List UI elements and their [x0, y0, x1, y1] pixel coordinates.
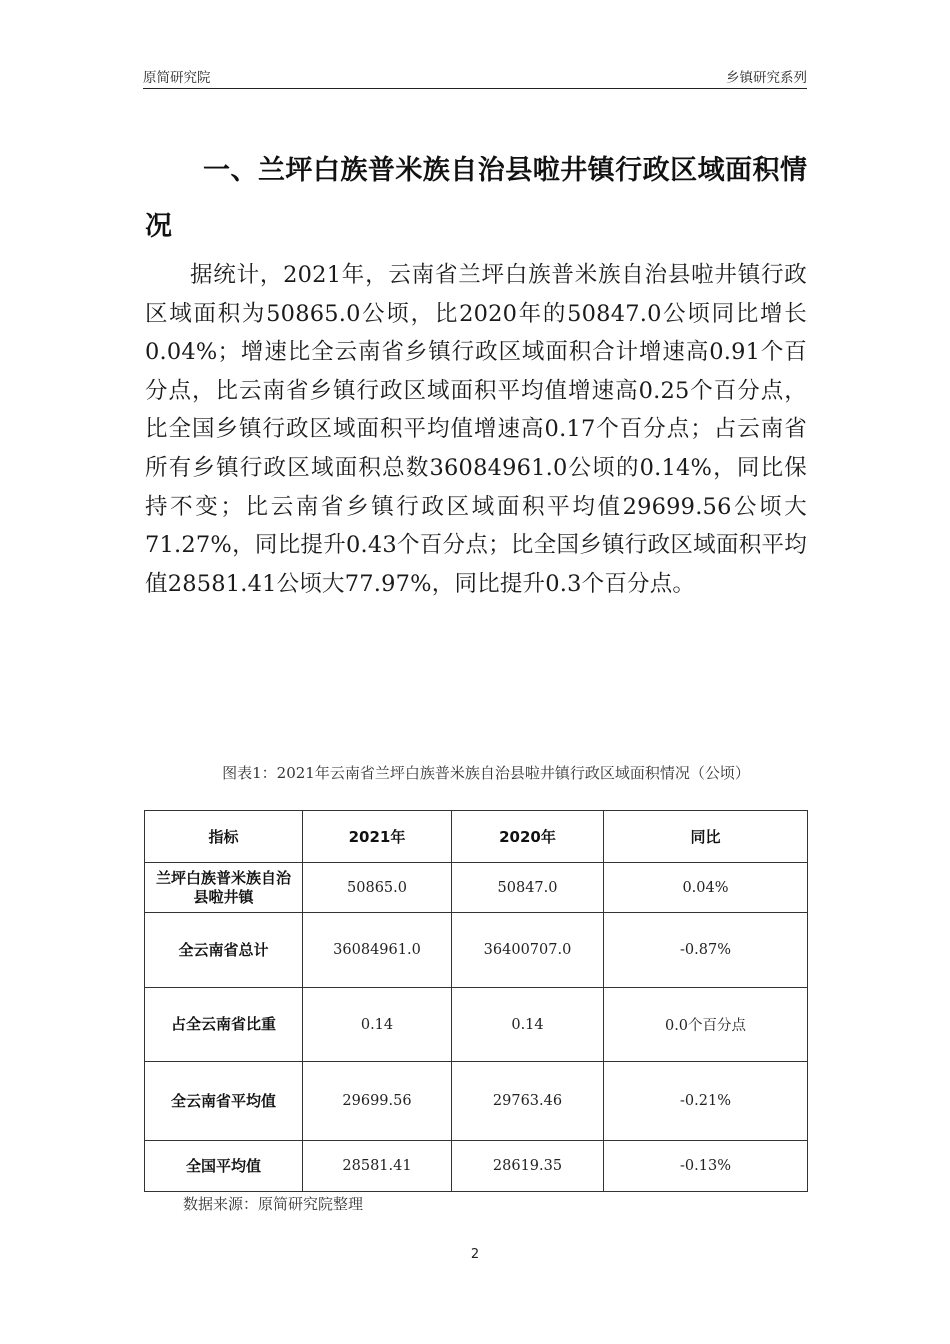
cell-2020: 28619.35 — [452, 1141, 604, 1192]
cell-2020: 0.14 — [452, 988, 604, 1062]
page-header — [143, 66, 807, 89]
row-label: 占全云南省比重 — [145, 988, 303, 1062]
page-number: 2 — [470, 1247, 480, 1262]
table-row — [145, 863, 808, 913]
column-header-2020: 2020年 — [452, 811, 604, 863]
cell-2020: 29763.46 — [452, 1062, 604, 1141]
table-row — [145, 913, 808, 988]
row-label: 兰坪白族普米族自治县啦井镇 — [145, 863, 303, 913]
cell-2021: 28581.41 — [303, 1141, 452, 1192]
row-label: 全云南省总计 — [145, 913, 303, 988]
cell-yoy: 0.0个百分点 — [604, 988, 808, 1062]
cell-yoy: -0.21% — [604, 1062, 808, 1141]
cell-2021: 0.14 — [303, 988, 452, 1062]
body-paragraph: 据统计，2021年，云南省兰坪白族普米族自治县啦井镇行政区域面积为50865.0公顷，比2020年的50847.0公顷同比增长0.04%；增速比全云南省乡镇行政区域面积合计增速高0.91个百分点，比云南省乡镇行政区域面积平均值增速高0.25个百分点，比全国乡镇行政区域面积平均值增速高0.17个百分点；占云南省所有乡镇行政区域面积总数36084961.0公顷的0.14%，同比保持不变；比云南省乡镇行政区域面积平均值29699.56公顷大71.27%，同比提升0.43个百分点；比全国乡镇行政区域面积平均值28581.41公顷大77.97%，同比提升0.3个百分点。 — [145, 262, 807, 597]
cell-2021: 50865.0 — [303, 863, 452, 913]
header-series: 乡镇研究系列 — [726, 70, 807, 86]
cell-yoy: -0.87% — [604, 913, 808, 988]
data-source-note: 数据来源：原简研究院整理 — [183, 1195, 364, 1213]
table-header-row — [145, 811, 808, 863]
cell-2020: 50847.0 — [452, 863, 604, 913]
cell-2021: 29699.56 — [303, 1062, 452, 1141]
row-label: 全国平均值 — [145, 1141, 303, 1192]
cell-yoy: -0.13% — [604, 1141, 808, 1192]
column-header-yoy: 同比 — [604, 811, 808, 863]
header-publisher: 原简研究院 — [143, 70, 211, 86]
table-row — [145, 988, 808, 1062]
row-label: 全云南省平均值 — [145, 1062, 303, 1141]
table-row — [145, 1062, 808, 1141]
table-row — [145, 1141, 808, 1192]
section-heading: 一、兰坪白族普米族自治县啦井镇行政区域面积情况 — [145, 155, 807, 242]
table-caption: 图表1：2021年云南省兰坪白族普米族自治县啦井镇行政区域面积情况（公顷） — [222, 764, 750, 782]
cell-yoy: 0.04% — [604, 863, 808, 913]
area-data-table — [144, 810, 808, 1192]
cell-2020: 36400707.0 — [452, 913, 604, 988]
column-header-2021: 2021年 — [303, 811, 452, 863]
column-header-indicator: 指标 — [145, 811, 303, 863]
cell-2021: 36084961.0 — [303, 913, 452, 988]
